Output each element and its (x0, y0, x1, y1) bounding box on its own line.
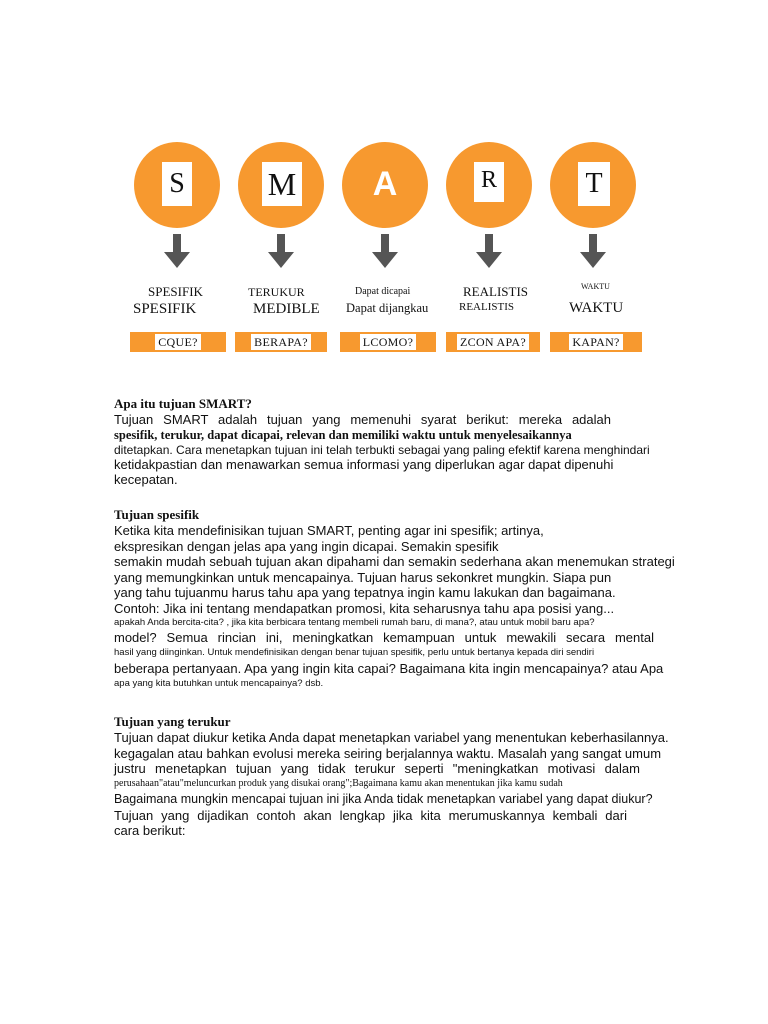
paragraph-line: apa yang kita butuhkan untuk mencapainya? dsb. (114, 678, 324, 689)
section-heading-intro: Apa itu tujuan SMART? (114, 396, 252, 411)
paragraph-line: semakin mudah sebuah tujuan akan dipahami dan semakin sederhana akan menemukan strategi (114, 554, 675, 569)
paragraph-line: Tujuan dapat diukur ketika Anda dapat menetapkan variabel yang menentukan keberhasilannya. (114, 730, 669, 745)
intro-section (114, 396, 704, 488)
paragraph-line: ketidakpastian dan menawarkan semua informasi yang diperlukan agar dapat dipenuhi (114, 456, 614, 472)
down-arrow-icon (580, 234, 606, 268)
paragraph-line: yang memungkinkan untuk mencapainya. Tujuan harus sekonkret mungkin. Siapa pun (114, 569, 612, 585)
question-label-s: CQUE? (155, 334, 201, 350)
paragraph-line: ditetapkan. Cara menetapkan tujuan ini telah terbukti sebagai yang paling efektif karena menghindari (114, 442, 650, 457)
smart-letter-r: R (474, 162, 504, 202)
smart-letter-m: M (262, 162, 302, 206)
label-bottom-m: MEDIBLE (253, 301, 320, 317)
label-bottom-a: Dapat dijangkau (346, 301, 429, 315)
question-box-m (235, 332, 327, 352)
paragraph-line: cara berikut: (114, 823, 186, 838)
label-top-m: TERUKUR (248, 285, 305, 299)
paragraph-line: model? Semua rincian ini, meningkatkan kemampuan untuk mewakili secara mental (114, 630, 654, 645)
down-arrow-icon (268, 234, 294, 268)
down-arrow-icon (164, 234, 190, 268)
specific-section (114, 507, 704, 691)
paragraph-line: kecepatan. (114, 472, 178, 487)
section-heading-measurable: Tujuan yang terukur (114, 714, 231, 729)
paragraph-line: beberapa pertanyaan. Apa yang ingin kita capai? Bagaimana kita ingin mencapainya? atau Apa (114, 661, 664, 676)
down-arrow-icon (476, 234, 502, 268)
question-label-a: LCOMO? (360, 334, 416, 350)
label-bottom-t: WAKTU (569, 300, 624, 316)
label-bottom-r: REALISTIS (459, 301, 514, 313)
smart-letter-a: A (372, 165, 398, 203)
paragraph-line: yang tahu tujuanmu harus tahu apa yang tepatnya ingin kamu lakukan dan bagaimana. (114, 585, 616, 600)
label-top-t: WAKTU (581, 282, 610, 291)
question-box-s (130, 332, 226, 352)
paragraph-line: spesifik, terukur, dapat dicapai, relevan dan memiliki waktu untuk menyelesaikannya (114, 427, 572, 442)
paragraph-line: Ketika kita mendefinisikan tujuan SMART, penting agar ini spesifik; artinya, (114, 523, 544, 538)
paragraph-line: ekspresikan dengan jelas apa yang ingin dicapai. Semakin spesifik (114, 538, 499, 554)
question-box-r (446, 332, 540, 352)
question-label-t: KAPAN? (569, 334, 622, 350)
question-box-t (550, 332, 642, 352)
question-label-r: ZCON APA? (457, 334, 529, 350)
smart-letter-s: S (162, 162, 192, 206)
section-heading-specific: Tujuan spesifik (114, 507, 200, 522)
label-top-a: Dapat dicapai (355, 286, 411, 297)
label-top-r: REALISTIS (463, 284, 528, 299)
question-box-a (340, 332, 436, 352)
down-arrow-icon (372, 234, 398, 268)
paragraph-line: Tujuan SMART adalah tujuan yang memenuhi syarat berikut: mereka adalah (114, 412, 611, 427)
question-label-m: BERAPA? (251, 334, 311, 350)
paragraph-line: apakah Anda bercita-cita? , jika kita berbicara tentang membeli rumah baru, di mana?, atau untuk mobil baru apa? (114, 617, 595, 628)
paragraph-line: justru menetapkan tujuan yang tidak terukur seperti "meningkatkan motivasi dalam (114, 761, 640, 776)
paragraph-line: Contoh: Jika ini tentang mendapatkan promosi, kita seharusnya tahu apa posisi yang... (114, 600, 615, 616)
measurable-section (114, 714, 704, 839)
smart-letter-t: T (578, 162, 610, 206)
paragraph-line: kegagalan atau bahkan evolusi mereka seiring berjalannya waktu. Masalah yang sangat umum (114, 745, 662, 761)
label-bottom-s: SPESIFIK (133, 301, 197, 317)
label-top-s: SPESIFIK (148, 284, 203, 299)
paragraph-line: hasil yang diinginkan. Untuk mendefinisikan dengan benar tujuan spesifik, perlu untuk bertanya kepada diri sendiri (114, 647, 595, 658)
paragraph-line: Bagaimana mungkin mencapai tujuan ini jika Anda tidak menetapkan variabel yang dapat diukur? (114, 791, 653, 806)
paragraph-line: perusahaan"atau"meluncurkan produk yang disukai orang";Bagaimana kamu akan menentukan jika kamu sudah (114, 777, 563, 789)
paragraph-line: Tujuan yang dijadikan contoh akan lengkap jika kita merumuskannya kembali dari (114, 807, 627, 823)
